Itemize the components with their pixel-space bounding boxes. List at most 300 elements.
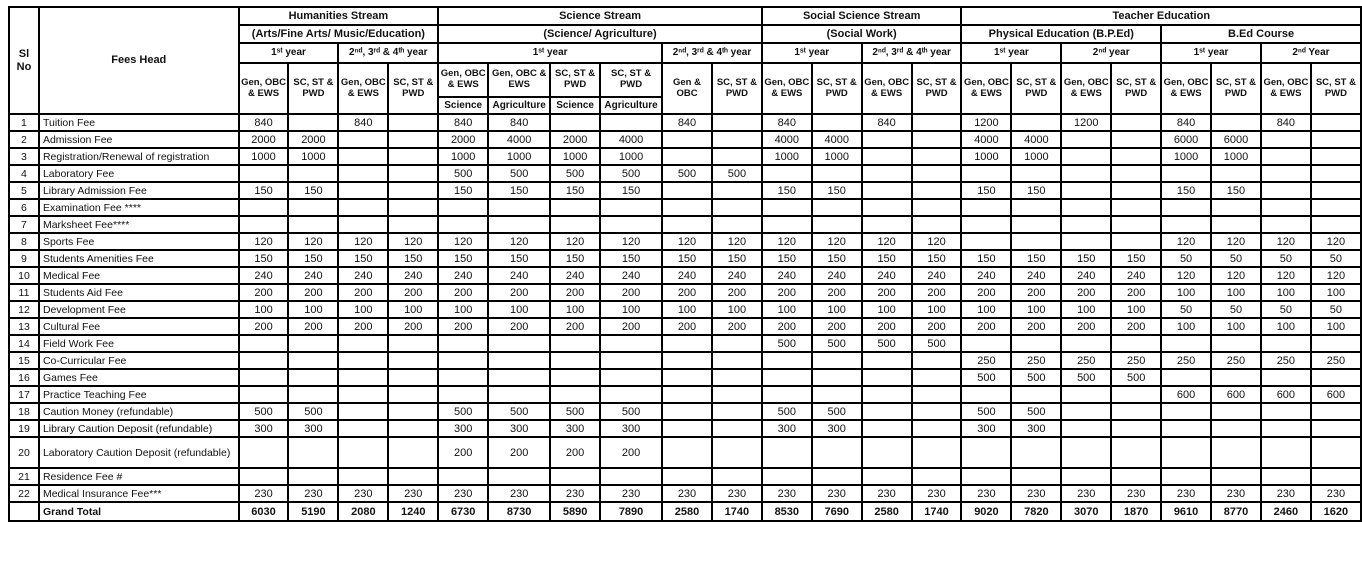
fee-value-cell: 150 (288, 250, 338, 267)
table-row (9, 352, 1361, 369)
fee-value-cell: 120 (1261, 233, 1311, 250)
year-header: 2ⁿᵈ, 3ʳᵈ & 4ᵗʰ year (338, 43, 438, 63)
fee-value-cell: 240 (438, 267, 488, 284)
fee-value-cell (488, 216, 550, 233)
fee-value-cell (438, 216, 488, 233)
category-header-gen: Gen, OBC & EWS (338, 63, 388, 114)
fee-value-cell: 500 (762, 403, 812, 420)
fee-value-cell (1261, 199, 1311, 216)
grand-total-value: 7690 (812, 502, 862, 521)
row-number: 13 (9, 318, 39, 335)
category-header-gen: Gen, OBC & EWS (762, 63, 812, 114)
fee-value-cell: 120 (388, 233, 438, 250)
fee-head-label: Marksheet Fee**** (39, 216, 239, 233)
fee-value-cell: 200 (912, 318, 962, 335)
fee-value-cell: 500 (961, 369, 1011, 386)
year-header: 1ˢᵗ year (762, 43, 862, 63)
table-row (9, 284, 1361, 301)
fee-value-cell: 200 (388, 318, 438, 335)
fee-value-cell: 230 (1111, 485, 1161, 502)
fee-value-cell: 300 (550, 420, 600, 437)
fee-value-cell: 150 (1161, 182, 1211, 199)
fee-value-cell (762, 386, 812, 403)
fee-head-label: Co-Curricular Fee (39, 352, 239, 369)
grand-total-value: 1870 (1111, 502, 1161, 521)
fee-value-cell: 600 (1311, 386, 1361, 403)
fee-value-cell: 500 (1011, 369, 1061, 386)
fee-value-cell (712, 216, 762, 233)
fee-value-cell (1061, 199, 1111, 216)
row-number: 1 (9, 114, 39, 131)
fee-value-cell: 4000 (488, 131, 550, 148)
fee-value-cell: 500 (600, 403, 662, 420)
fee-value-cell (288, 114, 338, 131)
grand-total-value: 9020 (961, 502, 1011, 521)
fee-value-cell: 240 (1011, 267, 1061, 284)
fee-value-cell: 200 (762, 318, 812, 335)
fee-value-cell: 150 (812, 182, 862, 199)
grand-total-value: 1620 (1311, 502, 1361, 521)
fee-value-cell: 100 (1261, 284, 1311, 301)
fee-value-cell (1311, 335, 1361, 352)
fee-value-cell: 120 (1311, 233, 1361, 250)
fee-value-cell: 250 (1011, 352, 1061, 369)
fee-value-cell (600, 335, 662, 352)
fee-value-cell (388, 216, 438, 233)
substream-humanities: (Arts/Fine Arts/ Music/Education) (239, 25, 439, 43)
table-row (9, 485, 1361, 502)
fee-value-cell (288, 165, 338, 182)
subject-header-agriculture: Agriculture (488, 97, 550, 114)
fee-value-cell (488, 369, 550, 386)
row-number: 20 (9, 437, 39, 468)
fee-value-cell (288, 216, 338, 233)
fee-value-cell (912, 114, 962, 131)
fee-value-cell (1111, 182, 1161, 199)
fee-value-cell (550, 369, 600, 386)
fee-value-cell: 6000 (1211, 131, 1261, 148)
row-number: 6 (9, 199, 39, 216)
fee-value-cell (712, 335, 762, 352)
fee-value-cell: 230 (762, 485, 812, 502)
fee-value-cell: 840 (862, 114, 912, 131)
fee-value-cell: 150 (1011, 250, 1061, 267)
category-header-sc: SC, ST & PWD (912, 63, 962, 114)
fee-value-cell: 1000 (288, 148, 338, 165)
fee-value-cell: 500 (600, 165, 662, 182)
fee-value-cell (1011, 233, 1061, 250)
fee-value-cell: 1000 (1161, 148, 1211, 165)
year-header: 1ˢᵗ year (961, 43, 1061, 63)
fee-head-label: Cultural Fee (39, 318, 239, 335)
row-number (9, 502, 39, 521)
fee-value-cell (1011, 114, 1061, 131)
fee-value-cell: 200 (388, 284, 438, 301)
fee-value-cell: 300 (961, 420, 1011, 437)
fee-value-cell (1111, 233, 1161, 250)
fee-value-cell: 1000 (1011, 148, 1061, 165)
fee-value-cell: 230 (662, 485, 712, 502)
stream-header-science: Science Stream (438, 7, 762, 25)
fee-value-cell: 150 (762, 182, 812, 199)
fee-value-cell: 150 (338, 250, 388, 267)
fee-value-cell: 100 (1111, 301, 1161, 318)
fee-value-cell: 230 (862, 485, 912, 502)
fee-head-label: Caution Money (refundable) (39, 403, 239, 420)
fee-value-cell: 200 (1061, 318, 1111, 335)
fee-value-cell: 300 (288, 420, 338, 437)
fee-value-cell (1311, 182, 1361, 199)
fee-value-cell: 200 (712, 284, 762, 301)
fee-value-cell: 100 (712, 301, 762, 318)
fee-value-cell: 300 (438, 420, 488, 437)
fee-value-cell: 50 (1311, 301, 1361, 318)
fee-value-cell: 50 (1211, 250, 1261, 267)
fee-value-cell (1011, 437, 1061, 468)
fee-value-cell (488, 386, 550, 403)
fee-value-cell: 240 (712, 267, 762, 284)
fee-value-cell: 120 (912, 233, 962, 250)
fee-value-cell (550, 468, 600, 485)
fee-value-cell (338, 403, 388, 420)
fee-value-cell (388, 131, 438, 148)
category-header-sc: SC, ST & PWD (1311, 63, 1361, 114)
fee-value-cell (1211, 335, 1261, 352)
fee-value-cell (1311, 216, 1361, 233)
fee-value-cell: 840 (488, 114, 550, 131)
fee-head-label: Field Work Fee (39, 335, 239, 352)
year-header: 1ˢᵗ year (438, 43, 662, 63)
fee-value-cell (662, 182, 712, 199)
fee-value-cell: 200 (550, 284, 600, 301)
fee-value-cell: 250 (1311, 352, 1361, 369)
fee-value-cell (712, 148, 762, 165)
grand-total-value: 1240 (388, 502, 438, 521)
table-header (9, 7, 1361, 114)
grand-total-value: 8770 (1211, 502, 1261, 521)
fee-value-cell (488, 335, 550, 352)
year-header: 2ⁿᵈ, 3ʳᵈ & 4ᵗʰ year (662, 43, 762, 63)
row-number: 10 (9, 267, 39, 284)
fee-value-cell: 2000 (550, 131, 600, 148)
fee-value-cell: 4000 (762, 131, 812, 148)
fee-value-cell: 100 (388, 301, 438, 318)
fee-value-cell: 120 (550, 233, 600, 250)
fee-value-cell: 100 (812, 301, 862, 318)
fee-value-cell (762, 468, 812, 485)
fee-value-cell (662, 403, 712, 420)
fee-value-cell: 200 (961, 284, 1011, 301)
fee-value-cell: 300 (239, 420, 289, 437)
fee-value-cell: 200 (288, 318, 338, 335)
col-header-fees-head: Fees Head (39, 7, 239, 114)
fee-value-cell (812, 468, 862, 485)
fee-value-cell (961, 335, 1011, 352)
row-number: 8 (9, 233, 39, 250)
grand-total-row (9, 502, 1361, 521)
grand-total-value: 9610 (1161, 502, 1211, 521)
fee-value-cell (288, 369, 338, 386)
fee-value-cell (1161, 420, 1211, 437)
fee-value-cell: 200 (662, 284, 712, 301)
fee-value-cell: 240 (488, 267, 550, 284)
fee-value-cell (961, 199, 1011, 216)
fee-value-cell: 50 (1261, 250, 1311, 267)
fee-value-cell: 120 (239, 233, 289, 250)
fee-value-cell: 200 (1111, 318, 1161, 335)
fee-value-cell: 1000 (762, 148, 812, 165)
fee-value-cell: 500 (1111, 369, 1161, 386)
grand-total-value: 8530 (762, 502, 812, 521)
fee-value-cell: 150 (438, 250, 488, 267)
fee-value-cell: 120 (1261, 267, 1311, 284)
table-row (9, 148, 1361, 165)
fee-value-cell (1111, 386, 1161, 403)
fee-value-cell (1211, 420, 1261, 437)
fee-value-cell: 200 (338, 318, 388, 335)
fee-head-label: Games Fee (39, 369, 239, 386)
row-number: 7 (9, 216, 39, 233)
fee-value-cell (338, 216, 388, 233)
fee-value-cell (1011, 199, 1061, 216)
fee-value-cell: 200 (600, 437, 662, 468)
fee-value-cell (961, 386, 1011, 403)
fee-value-cell (388, 114, 438, 131)
grand-total-value: 3070 (1061, 502, 1111, 521)
fee-value-cell: 150 (600, 182, 662, 199)
row-number: 3 (9, 148, 39, 165)
fee-value-cell: 100 (600, 301, 662, 318)
fee-value-cell (1061, 165, 1111, 182)
fee-value-cell: 150 (662, 250, 712, 267)
fee-value-cell: 4000 (600, 131, 662, 148)
fee-value-cell: 240 (862, 267, 912, 284)
grand-total-value: 2460 (1261, 502, 1311, 521)
fees-table-body (9, 114, 1361, 521)
fee-value-cell (862, 386, 912, 403)
fee-value-cell: 240 (1111, 267, 1161, 284)
fee-value-cell: 100 (288, 301, 338, 318)
fee-value-cell: 200 (338, 284, 388, 301)
year-header: 2ⁿᵈ, 3ʳᵈ & 4ᵗʰ year (862, 43, 962, 63)
fee-head-label: Residence Fee # (39, 468, 239, 485)
fee-value-cell: 4000 (1011, 131, 1061, 148)
table-row (9, 420, 1361, 437)
fee-value-cell: 200 (488, 318, 550, 335)
fee-value-cell: 120 (1211, 233, 1261, 250)
fee-value-cell (1161, 216, 1211, 233)
row-number: 12 (9, 301, 39, 318)
fee-value-cell: 240 (288, 267, 338, 284)
fee-value-cell: 200 (1111, 284, 1161, 301)
fee-value-cell (1061, 233, 1111, 250)
fee-value-cell (600, 369, 662, 386)
fee-value-cell (1011, 386, 1061, 403)
fee-value-cell (1061, 420, 1111, 437)
fee-value-cell (1261, 403, 1311, 420)
fee-value-cell (550, 352, 600, 369)
fee-value-cell (912, 165, 962, 182)
fee-value-cell (1211, 199, 1261, 216)
fee-value-cell (912, 403, 962, 420)
subject-header-agriculture: Agriculture (600, 97, 662, 114)
table-row (9, 114, 1361, 131)
fee-value-cell (288, 199, 338, 216)
fee-value-cell: 240 (662, 267, 712, 284)
fee-value-cell (388, 148, 438, 165)
fee-value-cell: 250 (1161, 352, 1211, 369)
fee-value-cell (239, 468, 289, 485)
fee-value-cell (239, 386, 289, 403)
fee-value-cell: 100 (862, 301, 912, 318)
fee-value-cell: 230 (712, 485, 762, 502)
table-row (9, 267, 1361, 284)
fee-head-label: Practice Teaching Fee (39, 386, 239, 403)
fee-value-cell (762, 216, 812, 233)
fee-value-cell: 200 (862, 318, 912, 335)
fee-value-cell (239, 335, 289, 352)
fee-value-cell: 150 (288, 182, 338, 199)
fee-value-cell (1111, 403, 1161, 420)
category-header-gen-obc: Gen & OBC (662, 63, 712, 114)
fee-value-cell (438, 468, 488, 485)
fee-value-cell (662, 468, 712, 485)
fee-value-cell: 250 (1111, 352, 1161, 369)
table-row (9, 216, 1361, 233)
fee-value-cell: 200 (712, 318, 762, 335)
fee-value-cell (662, 352, 712, 369)
row-number: 5 (9, 182, 39, 199)
table-row (9, 386, 1361, 403)
fee-value-cell (1111, 165, 1161, 182)
fee-value-cell (288, 468, 338, 485)
fee-value-cell (862, 420, 912, 437)
fee-value-cell (862, 352, 912, 369)
fee-value-cell (662, 386, 712, 403)
fee-value-cell: 150 (862, 250, 912, 267)
fee-value-cell: 300 (1011, 420, 1061, 437)
fee-value-cell (712, 199, 762, 216)
fee-value-cell: 200 (862, 284, 912, 301)
fee-value-cell: 120 (1311, 267, 1361, 284)
fee-value-cell (1311, 437, 1361, 468)
fee-value-cell (1211, 114, 1261, 131)
fee-value-cell (662, 369, 712, 386)
fee-value-cell (338, 437, 388, 468)
fee-value-cell (862, 369, 912, 386)
fee-value-cell: 230 (550, 485, 600, 502)
fee-value-cell (1161, 335, 1211, 352)
fee-value-cell (1111, 335, 1161, 352)
fee-value-cell (662, 420, 712, 437)
category-header-gen: Gen, OBC & EWS (488, 63, 550, 97)
fee-value-cell (1211, 403, 1261, 420)
grand-total-value: 6730 (438, 502, 488, 521)
fee-value-cell (1161, 369, 1211, 386)
fee-value-cell: 200 (812, 318, 862, 335)
fee-value-cell (1211, 468, 1261, 485)
fee-value-cell: 50 (1311, 250, 1361, 267)
fee-value-cell: 1200 (961, 114, 1011, 131)
fee-value-cell (912, 182, 962, 199)
fee-value-cell: 120 (812, 233, 862, 250)
row-number: 19 (9, 420, 39, 437)
fee-value-cell (1261, 165, 1311, 182)
fee-value-cell: 100 (1311, 284, 1361, 301)
fee-value-cell (1011, 165, 1061, 182)
fee-value-cell (1061, 148, 1111, 165)
fee-value-cell (812, 114, 862, 131)
fee-value-cell (912, 369, 962, 386)
stream-header-social-science: Social Science Stream (762, 7, 962, 25)
category-header-gen: Gen, OBC & EWS (862, 63, 912, 114)
table-row (9, 301, 1361, 318)
fee-value-cell (762, 369, 812, 386)
fee-value-cell (662, 131, 712, 148)
fee-value-cell: 600 (1261, 386, 1311, 403)
fee-value-cell: 100 (961, 301, 1011, 318)
fee-value-cell (488, 199, 550, 216)
row-number: 21 (9, 468, 39, 485)
fee-value-cell: 200 (550, 318, 600, 335)
fee-value-cell (1261, 131, 1311, 148)
fee-value-cell (662, 335, 712, 352)
fee-value-cell: 120 (662, 233, 712, 250)
fee-value-cell: 500 (438, 165, 488, 182)
fee-head-label: Admission Fee (39, 131, 239, 148)
fee-value-cell (862, 403, 912, 420)
fee-value-cell: 50 (1211, 301, 1261, 318)
fee-value-cell (600, 216, 662, 233)
category-header-sc: SC, ST & PWD (388, 63, 438, 114)
fee-value-cell (388, 369, 438, 386)
table-row (9, 318, 1361, 335)
table-row (9, 468, 1361, 485)
fee-value-cell (438, 369, 488, 386)
fee-value-cell (1261, 420, 1311, 437)
fee-value-cell: 150 (239, 250, 289, 267)
fee-value-cell (1061, 131, 1111, 148)
fee-value-cell: 150 (961, 250, 1011, 267)
fee-value-cell: 150 (488, 182, 550, 199)
grand-total-label: Grand Total (39, 502, 239, 521)
fee-value-cell (239, 216, 289, 233)
fee-head-label: Sports Fee (39, 233, 239, 250)
fee-value-cell (961, 437, 1011, 468)
fee-value-cell (338, 335, 388, 352)
category-header-sc: SC, ST & PWD (550, 63, 600, 97)
fee-value-cell (1161, 468, 1211, 485)
fee-value-cell: 200 (438, 284, 488, 301)
fee-value-cell: 200 (662, 318, 712, 335)
fee-value-cell (812, 352, 862, 369)
fee-head-label: Examination Fee **** (39, 199, 239, 216)
fee-value-cell: 240 (812, 267, 862, 284)
fee-value-cell: 230 (912, 485, 962, 502)
fee-value-cell: 100 (662, 301, 712, 318)
col-header-sl-no: Sl No (9, 7, 39, 114)
fee-value-cell: 6000 (1161, 131, 1211, 148)
grand-total-value: 1740 (712, 502, 762, 521)
fee-value-cell: 150 (488, 250, 550, 267)
fee-value-cell (862, 165, 912, 182)
fee-value-cell (961, 165, 1011, 182)
fee-value-cell (239, 352, 289, 369)
fee-value-cell (338, 131, 388, 148)
fee-value-cell: 1000 (1211, 148, 1261, 165)
substream-science: (Science/ Agriculture) (438, 25, 762, 43)
fee-value-cell (1311, 369, 1361, 386)
